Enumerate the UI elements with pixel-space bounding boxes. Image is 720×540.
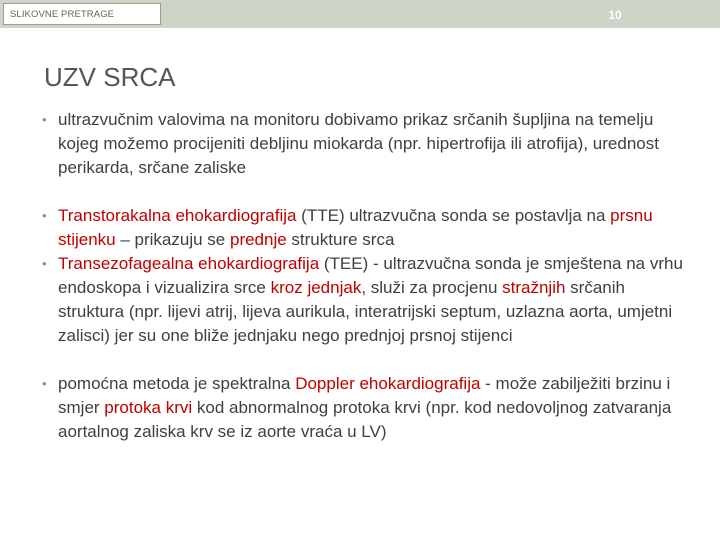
bullet-text: kod abnormalnog protoka krvi (npr. kod nedovoljnog zatvaranja aortalnog zaliska krv se iz aorte vraća u LV) [58, 398, 672, 441]
bullet-item-doppler [40, 372, 690, 444]
bullet-text: - može zabilježiti brzinu i smjer [58, 374, 671, 417]
bullet-list [40, 108, 690, 444]
bullet-item-tee [40, 252, 690, 348]
bullet-text: ultrazvučnim valovima na monitoru dobivamo prikaz srčanih šupljina na temelju kojeg možemo procijeniti debljinu miokarda (npr. hipertrofija ili atrofija), urednost perikarda, srčane zaliske [58, 110, 659, 177]
page-number: 10 [608, 8, 622, 22]
highlighted-term: prednje [229, 230, 287, 249]
bullet-text: strukture srca [286, 230, 395, 249]
bullet-text: (TEE) - ultrazvučna sonda je smještena na vrhu endoskopa i vizualizira srce [58, 254, 683, 297]
top-bar [0, 0, 720, 28]
highlighted-term: protoka krvi [104, 398, 193, 417]
bullet-text: pomoćna metoda je spektralna [58, 374, 296, 393]
highlighted-term: Doppler ehokardiografija [295, 374, 481, 393]
highlighted-term: stražnjih [502, 278, 566, 297]
highlighted-term: kroz jednjak [270, 278, 362, 297]
highlighted-term: Transtorakalna ehokardiografija [58, 206, 297, 225]
section-tab [3, 3, 161, 25]
slide-title: UZV SRCA [44, 62, 176, 92]
bullet-text: – prikazuju se [115, 230, 230, 249]
bullet-text: , služi za procjenu [361, 278, 503, 297]
highlighted-term: prsnu stijenku [58, 206, 653, 249]
highlighted-term: Transezofagealna ehokardiografija [58, 254, 320, 273]
bullet-text: (TTE) ultrazvučna sonda se postavlja na [296, 206, 611, 225]
bullet-item-intro [40, 108, 690, 180]
bullet-item-tte [40, 204, 690, 252]
bullet-text: srčanih struktura (npr. lijevi atrij, lijeva aurikula, interatrijski septum, uzlazna aorta, umjetni zalisci) jer su one bliže jednjaku nego prednjoj prsnoj stijenci [58, 278, 673, 345]
section-label: SLIKOVNE PRETRAGE [10, 9, 115, 20]
